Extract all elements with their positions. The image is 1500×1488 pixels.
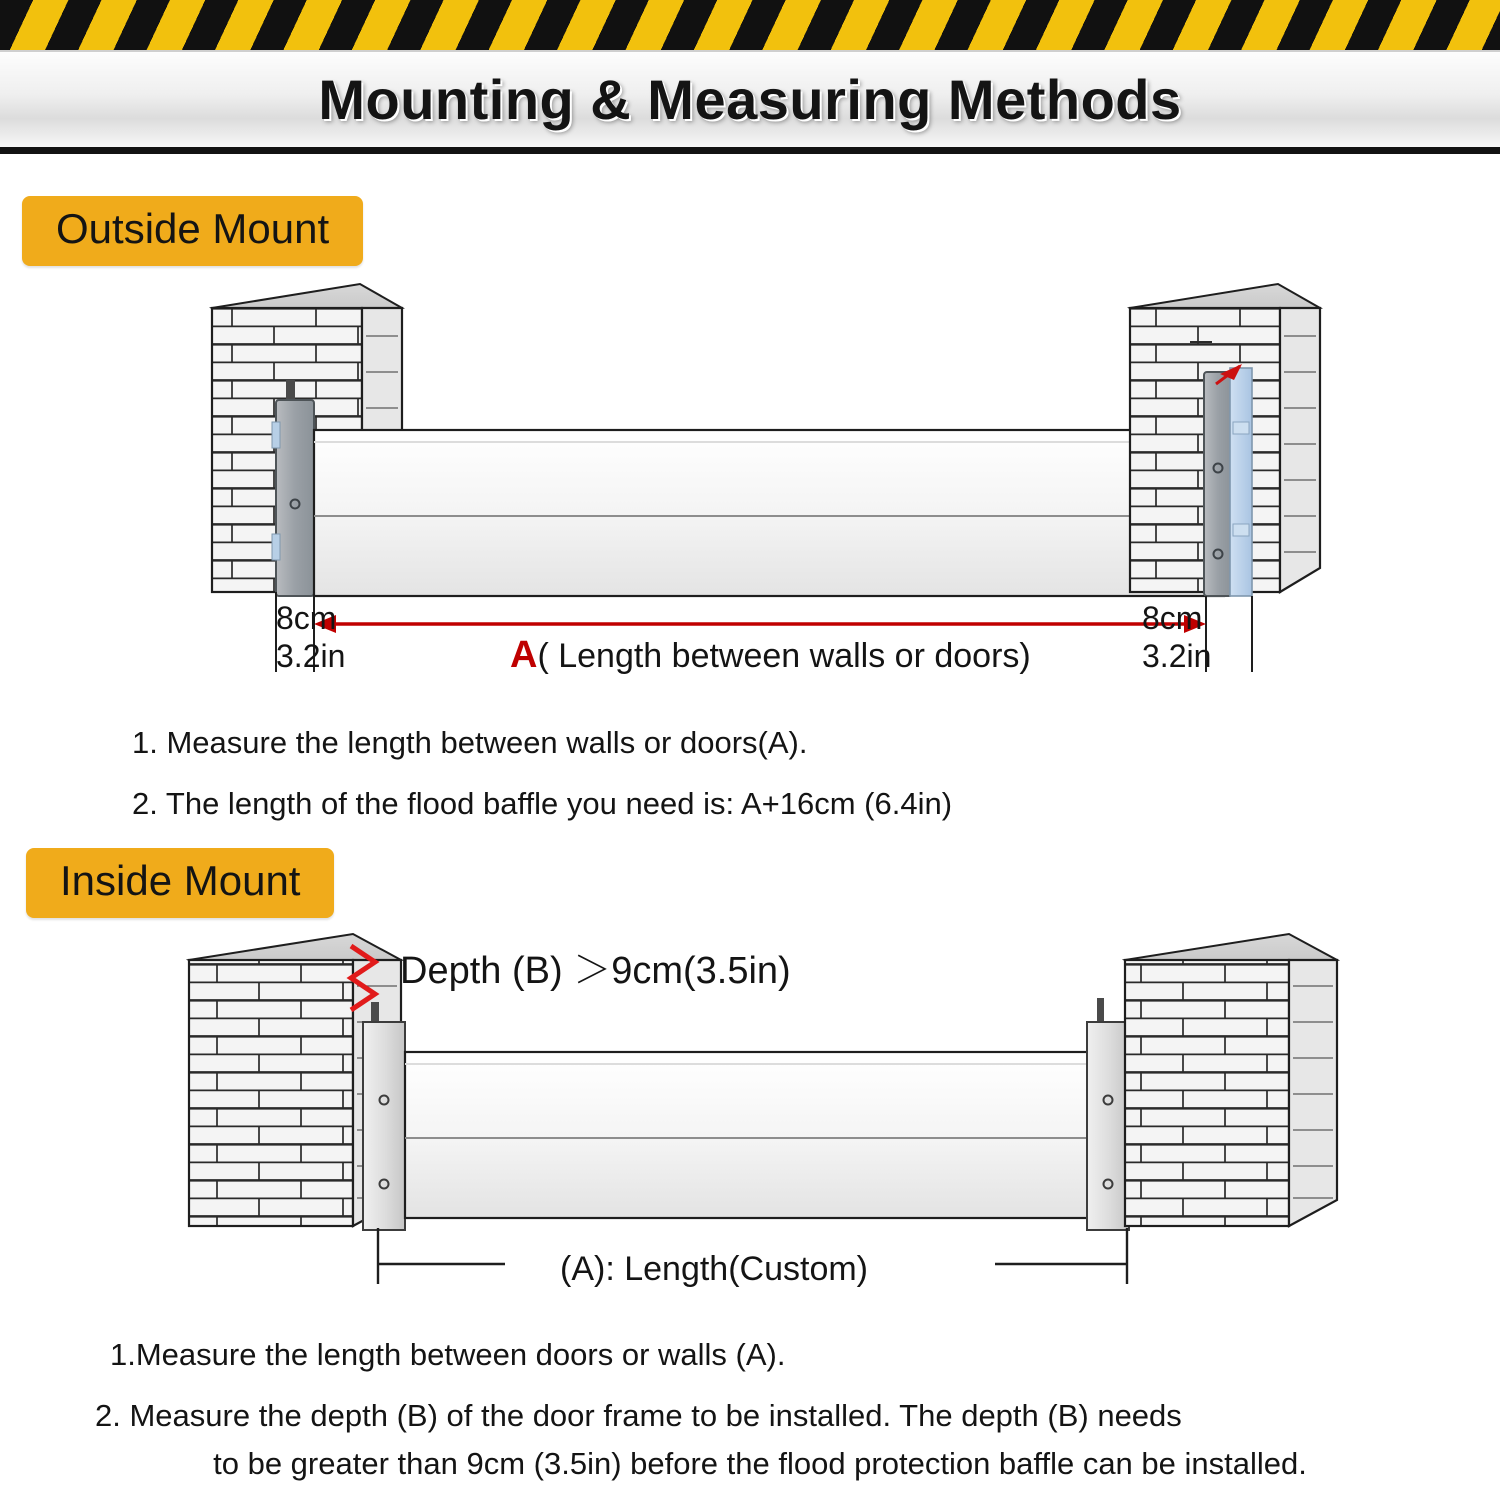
right-brick-pillar-inside bbox=[1125, 934, 1337, 1226]
right-offset-in-label: 3.2in bbox=[1142, 638, 1212, 674]
section-label-outside-mount: Outside Mount bbox=[22, 196, 363, 266]
left-mount-bracket bbox=[272, 380, 314, 596]
banner-title-band bbox=[0, 50, 1500, 154]
right-offset-cm-label: 8cm bbox=[1142, 600, 1203, 636]
depth-value: 9cm(3.5in) bbox=[611, 950, 791, 992]
outside-mount-steps bbox=[132, 720, 952, 827]
depth-label: Depth (B) bbox=[400, 950, 563, 992]
span-a-caption bbox=[510, 632, 1031, 680]
inside-mount-step-2-line1: 2. Measure the depth (B) of the door frame to be installed. The depth (B) needs bbox=[95, 1398, 1182, 1433]
inside-mount-step-1: 1.Measure the length between doors or walls (A). bbox=[110, 1337, 786, 1372]
page-title: Mounting & Measuring Methods bbox=[318, 68, 1182, 131]
inside-mount-step-2-line2: to be greater than 9cm (3.5in) before the flood protection baffle can be installed. bbox=[213, 1446, 1307, 1482]
depth-compare-symbol: ＞ bbox=[573, 950, 612, 992]
outside-mount-step-2: 2. The length of the flood baffle you need is: A+16cm (6.4in) bbox=[132, 785, 953, 821]
left-offset-in-label: 3.2in bbox=[276, 638, 346, 674]
left-inner-bracket bbox=[363, 1002, 405, 1230]
flood-baffle-panel-inside bbox=[405, 1052, 1093, 1218]
depth-caption bbox=[400, 948, 791, 996]
inside-mount-step-2-wrap bbox=[95, 1392, 1425, 1488]
span-a-letter: A bbox=[510, 634, 538, 676]
outside-mount-step-1: 1. Measure the length between walls or doors(A). bbox=[132, 725, 808, 760]
inside-span-caption: (A): Length(Custom) bbox=[560, 1250, 868, 1288]
span-arrow-a bbox=[314, 615, 1206, 633]
flood-baffle-panel bbox=[314, 430, 1224, 596]
inside-mount-step-1-wrap bbox=[110, 1332, 785, 1379]
section-label-inside-mount: Inside Mount bbox=[26, 848, 334, 918]
right-inner-bracket bbox=[1087, 998, 1129, 1230]
left-offset-cm-label: 8cm bbox=[276, 600, 337, 636]
page-banner bbox=[0, 0, 1500, 152]
span-a-text: ( Length between walls or doors) bbox=[537, 637, 1031, 675]
